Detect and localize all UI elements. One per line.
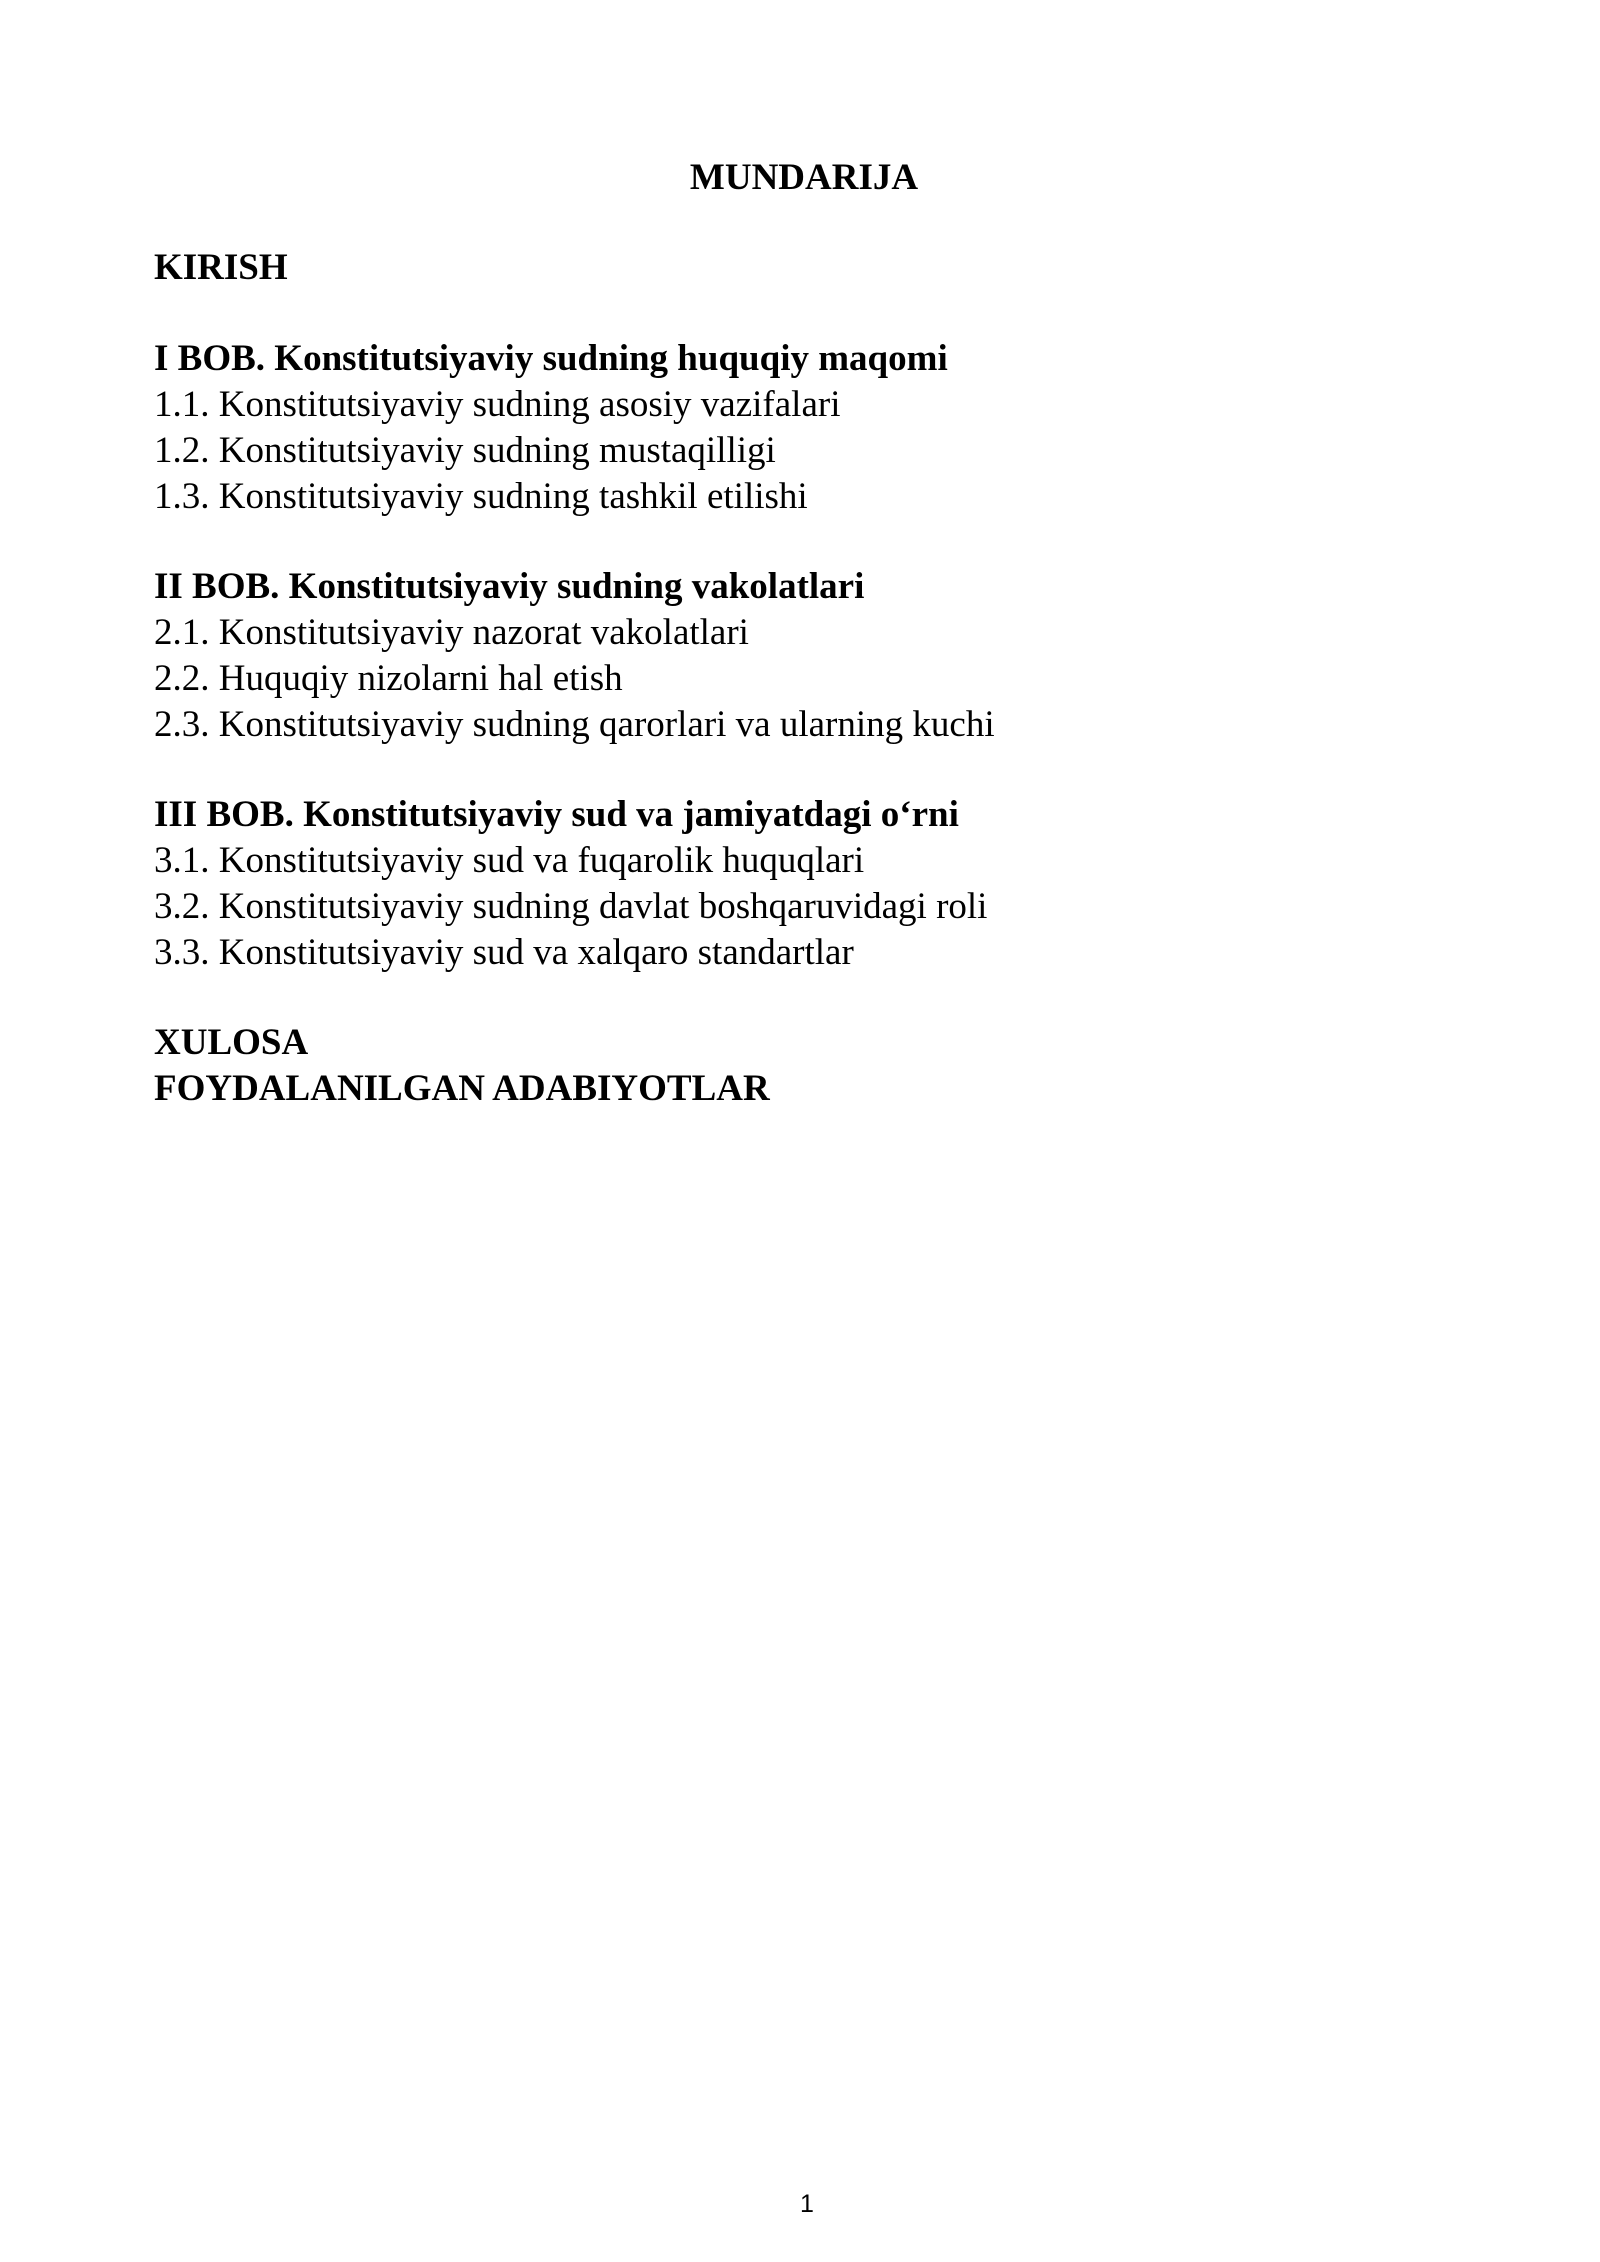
toc-chapter-3-heading: III BOB. Konstitutsiyaviy sud va jamiyatdagi oʻrni [154,794,959,835]
toc-section-1-3: 1.3. Konstitutsiyaviy sudning tashkil etilishi [154,476,808,517]
page-title: MUNDARIJA [689,157,919,198]
toc-section-3-1: 3.1. Konstitutsiyaviy sud va fuqarolik huquqlari [154,840,865,881]
toc-section-3-2: 3.2. Konstitutsiyaviy sudning davlat boshqaruvidagi roli [154,886,988,927]
toc-chapter-2-heading: II BOB. Konstitutsiyaviy sudning vakolatlari [154,566,865,607]
toc-section-3-3: 3.3. Konstitutsiyaviy sud va xalqaro standartlar [154,932,854,973]
spacer [154,748,1454,792]
spacer [154,976,1454,1020]
toc-section-2-3: 2.3. Konstitutsiyaviy sudning qarorlari va ularning kuchi [154,704,995,745]
toc-section-2-1: 2.1. Konstitutsiyaviy nazorat vakolatlari [154,612,749,653]
spacer [154,520,1454,564]
toc-section-1-1: 1.1. Konstitutsiyaviy sudning asosiy vazifalari [154,384,841,425]
toc-chapter-1-heading: I BOB. Konstitutsiyaviy sudning huquqiy maqomi [154,338,948,379]
toc-section-1-2: 1.2. Konstitutsiyaviy sudning mustaqilligi [154,430,776,471]
toc-intro: KIRISH [154,247,288,288]
table-of-contents [154,245,1454,1112]
toc-conclusion: XULOSA [154,1022,309,1063]
toc-references: FOYDALANILGAN ADABIYOTLAR [154,1068,770,1109]
page-number: 1 [800,2190,814,2218]
spacer [154,291,1454,336]
toc-section-2-2: 2.2. Huquqiy nizolarni hal etish [154,658,623,699]
